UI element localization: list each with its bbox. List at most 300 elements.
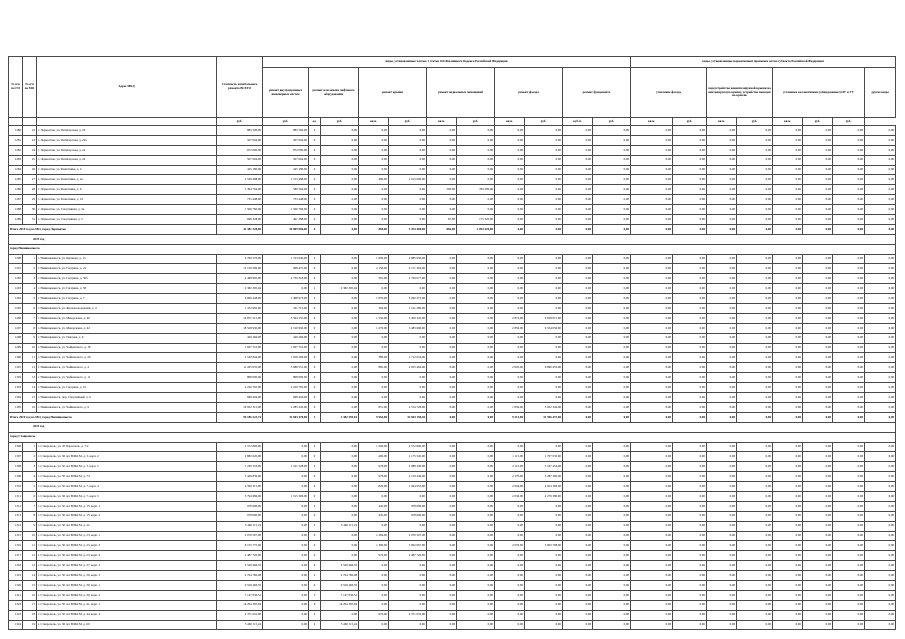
regional-cost: 0,00 xyxy=(631,294,673,304)
row-index-mo: 17 xyxy=(23,600,37,610)
basement-cost: 0,00 xyxy=(457,323,495,333)
roof-cost: 0,00 xyxy=(389,343,427,353)
regional-cost: 0,00 xyxy=(803,363,833,373)
regional-cost: 0,00 xyxy=(631,145,673,155)
regional-cost: 0,00 xyxy=(707,561,737,571)
regional-cost: 0,00 xyxy=(673,551,707,561)
basement-cost: 0,00 xyxy=(457,304,495,314)
regional-cost: 0,00 xyxy=(737,412,773,422)
row-index-mo: 11 xyxy=(23,541,37,551)
regional-cost: 0,00 xyxy=(833,165,865,175)
table-row xyxy=(9,491,896,501)
unit-cell: кв.м. xyxy=(359,118,389,126)
regional-cost: 0,00 xyxy=(737,205,773,215)
basement-area: 0,00 xyxy=(427,580,457,590)
foundation-volume: 0,00 xyxy=(563,135,593,145)
regional-cost: 0,00 xyxy=(833,531,865,541)
table-row xyxy=(9,205,896,215)
facade-cost: 0,00 xyxy=(525,373,563,383)
row-address: г. Ставрополь, ул. 50 лет ВЛКСМ, д. 39, корп. 3 xyxy=(37,571,217,581)
foundation-volume: 0,00 xyxy=(563,501,593,511)
lift-cost: 2 382 395,04 xyxy=(321,412,359,422)
regional-cost: 0,00 xyxy=(737,472,773,482)
row-index-total: 1298 xyxy=(9,333,23,343)
regional-cost: 0,00 xyxy=(631,551,673,561)
regional-cost: 0,00 xyxy=(707,353,737,363)
table-row xyxy=(9,442,896,452)
facade-cost: 0,00 xyxy=(525,620,563,630)
foundation-cost: 0,00 xyxy=(593,551,631,561)
lift-qty: 0 xyxy=(309,452,321,462)
lift-qty: 2 xyxy=(309,571,321,581)
lift-qty: 0 xyxy=(309,462,321,472)
roof-area: 1 284,00 xyxy=(359,531,389,541)
regional-cost: 0,00 xyxy=(707,323,737,333)
lift-qty: 2 xyxy=(309,620,321,630)
regional-cost: 0,00 xyxy=(803,590,833,600)
roof-cost: 0,00 xyxy=(389,185,427,195)
row-address: г. Невинномысск, ул. Гагарина, д. 56б xyxy=(37,274,217,284)
regional-cost: 0,00 xyxy=(803,620,833,630)
row-index-mo: 23 xyxy=(23,135,37,145)
regional-cost: 0,00 xyxy=(773,402,803,412)
foundation-volume: 0,00 xyxy=(563,373,593,383)
regional-cost: 0,00 xyxy=(865,501,896,511)
regional-cost: 0,00 xyxy=(707,264,737,274)
lift-qty: 0 xyxy=(309,135,321,145)
cost-eng: 733 448,00 xyxy=(263,195,309,205)
basement-cost: 0,00 xyxy=(457,205,495,215)
roof-cost: 2 070 507,00 xyxy=(389,531,427,541)
regional-cost: 0,00 xyxy=(673,561,707,571)
facade-cost: 0,00 xyxy=(525,590,563,600)
regional-cost: 0,00 xyxy=(833,155,865,165)
basement-cost: 0,00 xyxy=(457,442,495,452)
regional-cost: 0,00 xyxy=(631,452,673,462)
regional-cost: 0,00 xyxy=(737,491,773,501)
cost-eng: 2 285 245,00 xyxy=(263,402,309,412)
cost-eng: 968 475,00 xyxy=(263,264,309,274)
cost-total: 507 004,00 xyxy=(217,155,263,165)
roof-area: 0,00 xyxy=(359,135,389,145)
regional-cost: 0,00 xyxy=(865,610,896,620)
cost-eng: 580 504,00 xyxy=(263,185,309,195)
foundation-volume: 0,00 xyxy=(563,185,593,195)
roof-cost: 0,00 xyxy=(389,145,427,155)
regional-cost: 0,00 xyxy=(773,472,803,482)
facade-area: 0,00 xyxy=(495,205,525,215)
regional-cost: 0,00 xyxy=(707,571,737,581)
regional-cost: 0,00 xyxy=(865,333,896,343)
header-cost-total: Стоимость капитального ремонта ВСЕГО xyxy=(217,57,263,118)
basement-cost: 0,00 xyxy=(457,402,495,412)
regional-cost: 0,00 xyxy=(773,393,803,403)
cost-eng: 1 827 710,00 xyxy=(263,343,309,353)
row-index-mo: 13 xyxy=(23,373,37,383)
lift-cost: 0,00 xyxy=(321,393,359,403)
regional-cost: 0,00 xyxy=(631,363,673,373)
facade-area: 0,00 xyxy=(495,215,525,225)
cost-eng: 0,00 xyxy=(263,531,309,541)
table-row xyxy=(9,452,896,462)
roof-cost: 0,00 xyxy=(389,155,427,165)
cost-total: 2 371 632,00 xyxy=(217,610,263,620)
regional-cost: 0,00 xyxy=(803,304,833,314)
facade-cost: 0,00 xyxy=(525,215,563,225)
roof-area: 0,00 xyxy=(359,343,389,353)
regional-cost: 0,00 xyxy=(631,165,673,175)
table-row xyxy=(9,165,896,175)
roof-cost: 1 712 634,00 xyxy=(389,353,427,363)
lift-cost: 9 528 466,35 xyxy=(321,561,359,571)
table-row xyxy=(9,482,896,492)
cost-eng: 808 000,00 xyxy=(263,373,309,383)
foundation-cost: 0,00 xyxy=(593,304,631,314)
facade-area: 0,00 xyxy=(495,393,525,403)
table-row xyxy=(9,571,896,581)
basement-area: 0,00 xyxy=(427,323,457,333)
row-index-mo: 3 xyxy=(23,274,37,284)
regional-cost: 0,00 xyxy=(865,155,896,165)
regional-cost: 0,00 xyxy=(673,175,707,185)
facade-cost: 0,00 xyxy=(525,274,563,284)
row-index-mo: 8 xyxy=(23,323,37,333)
row-index-total: 1319 xyxy=(9,571,23,581)
roof-cost: 0,00 xyxy=(389,373,427,383)
lift-cost: 0,00 xyxy=(321,541,359,551)
year-label: 2019 год xyxy=(9,422,896,432)
basement-cost: 0,00 xyxy=(457,501,495,511)
roof-area: 1 270,00 xyxy=(359,323,389,333)
regional-cost: 0,00 xyxy=(773,501,803,511)
row-address: г. Ставрополь, ул. 50 лет ВЛКСМ, д. 15, корп. 2 xyxy=(37,511,217,521)
foundation-volume: 0,00 xyxy=(563,600,593,610)
lift-qty: 1 xyxy=(309,284,321,294)
regional-cost: 0,00 xyxy=(707,412,737,422)
row-address: г. Ставрополь, ул. 50 лет ВЛКСМ, д. 39, корп. 1 xyxy=(37,580,217,590)
facade-cost: 0,00 xyxy=(525,284,563,294)
regional-cost: 0,00 xyxy=(833,224,865,234)
regional-cost: 0,00 xyxy=(865,472,896,482)
facade-area: 0,00 xyxy=(495,195,525,205)
regional-cost: 0,00 xyxy=(631,482,673,492)
regional-cost: 0,00 xyxy=(673,353,707,363)
foundation-volume: 0,00 xyxy=(563,452,593,462)
cost-total: 1 506 760,00 xyxy=(217,205,263,215)
basement-area: 0,00 xyxy=(427,175,457,185)
regional-cost: 0,00 xyxy=(833,294,865,304)
regional-cost: 0,00 xyxy=(773,620,803,630)
cost-total: 5 794 686,00 xyxy=(217,491,263,501)
table-row xyxy=(9,185,896,195)
regional-cost: 0,00 xyxy=(803,205,833,215)
row-index-total: 1320 xyxy=(9,580,23,590)
lift-cost: 0,00 xyxy=(321,442,359,452)
unit-cell: кв.м. xyxy=(631,118,673,126)
row-index-mo: 2 xyxy=(23,452,37,462)
cost-eng: 0,00 xyxy=(263,482,309,492)
roof-cost: 5 200 275,00 xyxy=(389,294,427,304)
lift-cost: 14 294 395,04 xyxy=(321,600,359,610)
row-index-total: 1315 xyxy=(9,531,23,541)
roof-area: 0,00 xyxy=(359,155,389,165)
cost-total: 2 572 800,00 xyxy=(217,442,263,452)
year-label: 2019 год xyxy=(9,234,896,244)
regional-cost: 0,00 xyxy=(833,600,865,610)
foundation-cost: 0,00 xyxy=(593,205,631,215)
row-index-mo: 1 xyxy=(23,254,37,264)
lift-cost: 0,00 xyxy=(321,482,359,492)
regional-cost: 0,00 xyxy=(773,145,803,155)
regional-cost: 0,00 xyxy=(803,224,833,234)
regional-cost: 0,00 xyxy=(737,294,773,304)
roof-area: 392,00 xyxy=(359,304,389,314)
lift-cost: 0,00 xyxy=(321,373,359,383)
unit-cell: руб. xyxy=(263,118,309,126)
basement-area: 0,00 xyxy=(427,333,457,343)
cost-eng: 1 818 206,00 xyxy=(263,353,309,363)
cost-total: 16 871 515,00 xyxy=(217,313,263,323)
roof-area: 2 150,00 xyxy=(359,264,389,274)
regional-cost: 0,00 xyxy=(631,323,673,333)
cost-eng: 668 404,00 xyxy=(263,393,309,403)
row-index-total: 1312 xyxy=(9,501,23,511)
regional-cost: 0,00 xyxy=(803,393,833,403)
facade-cost: 0,00 xyxy=(525,155,563,165)
foundation-cost: 0,00 xyxy=(593,383,631,393)
regional-cost: 0,00 xyxy=(865,393,896,403)
regional-cost: 0,00 xyxy=(631,472,673,482)
regional-cost: 0,00 xyxy=(707,343,737,353)
roof-cost: 1 175 545,00 xyxy=(389,452,427,462)
row-index-mo: 7 xyxy=(23,313,37,323)
facade-cost: 0,00 xyxy=(525,205,563,215)
lift-qty: 0 xyxy=(309,482,321,492)
regional-cost: 0,00 xyxy=(707,126,737,136)
regional-cost: 0,00 xyxy=(673,135,707,145)
row-index-mo: 4 xyxy=(23,472,37,482)
row-index-mo: 1 xyxy=(23,442,37,452)
cost-total: 1 827 710,00 xyxy=(217,343,263,353)
cost-total: 9 529 466,35 xyxy=(217,580,263,590)
regional-cost: 0,00 xyxy=(833,333,865,343)
roof-cost: 3 474 400,00 xyxy=(389,224,427,234)
regional-cost: 0,00 xyxy=(833,215,865,225)
basement-cost: 0,00 xyxy=(457,284,495,294)
regional-cost: 0,00 xyxy=(631,590,673,600)
regional-cost: 0,00 xyxy=(773,442,803,452)
lift-qty: 4 xyxy=(309,580,321,590)
regional-cost: 0,00 xyxy=(773,541,803,551)
lift-qty: 1 xyxy=(309,412,321,422)
regional-cost: 0,00 xyxy=(737,343,773,353)
regional-cost: 0,00 xyxy=(833,126,865,136)
city-row xyxy=(9,244,896,254)
basement-cost: 0,00 xyxy=(457,511,495,521)
regional-cost: 0,00 xyxy=(673,304,707,314)
lift-qty: 0 xyxy=(309,274,321,284)
cost-total: 2 382 395,04 xyxy=(217,284,263,294)
cost-eng: 0,00 xyxy=(263,501,309,511)
roof-area: 885,00 xyxy=(359,363,389,373)
regional-cost: 0,00 xyxy=(631,541,673,551)
foundation-volume: 0,00 xyxy=(563,531,593,541)
regional-cost: 0,00 xyxy=(773,610,803,620)
regional-cost: 0,00 xyxy=(707,254,737,264)
regional-cost: 0,00 xyxy=(803,313,833,323)
cost-total: 507 004,00 xyxy=(217,135,263,145)
table-row xyxy=(9,462,896,472)
regional-cost: 0,00 xyxy=(865,541,896,551)
foundation-volume: 0,00 xyxy=(563,363,593,373)
regional-cost: 0,00 xyxy=(737,323,773,333)
row-address: г. Невинномысск, пер. Спортивный, д. 9 xyxy=(37,393,217,403)
regional-cost: 0,00 xyxy=(707,462,737,472)
row-index-total: 1294 xyxy=(9,294,23,304)
basement-cost: 0,00 xyxy=(457,521,495,531)
foundation-volume: 0,00 xyxy=(563,313,593,323)
regional-cost: 0,00 xyxy=(773,135,803,145)
regional-cost: 0,00 xyxy=(707,393,737,403)
cost-total: 99 186 223,74 xyxy=(217,412,263,422)
regional-cost: 0,00 xyxy=(631,373,673,383)
basement-area: 0,00 xyxy=(427,472,457,482)
regional-cost: 0,00 xyxy=(737,551,773,561)
table-row xyxy=(9,195,896,205)
facade-area: 2 030,00 xyxy=(495,491,525,501)
cost-total: 5 426 836,00 xyxy=(217,472,263,482)
roof-cost: 1 944 955,00 xyxy=(389,482,427,492)
lift-qty: 0 xyxy=(309,313,321,323)
regional-cost: 0,00 xyxy=(833,135,865,145)
cost-total: 18 528 930,00 xyxy=(217,323,263,333)
roof-cost: 2 572 800,00 xyxy=(389,442,427,452)
table-row xyxy=(9,501,896,511)
foundation-cost: 0,00 xyxy=(593,215,631,225)
lift-cost: 0,00 xyxy=(321,353,359,363)
regional-cost: 0,00 xyxy=(773,561,803,571)
basement-cost: 2 094 420,00 xyxy=(457,224,495,234)
roof-area: 0,00 xyxy=(359,571,389,581)
regional-cost: 0,00 xyxy=(865,274,896,284)
facade-area: 0,00 xyxy=(495,304,525,314)
basement-area: 0,00 xyxy=(427,561,457,571)
foundation-cost: 0,00 xyxy=(593,472,631,482)
cost-eng: 507 004,00 xyxy=(263,135,309,145)
row-index-total: 1299 xyxy=(9,343,23,353)
roof-cost: 2 371 632,00 xyxy=(389,610,427,620)
cost-eng: 331 715,00 xyxy=(263,304,309,314)
facade-cost: 0,00 xyxy=(525,501,563,511)
cost-eng: 0,00 xyxy=(263,511,309,521)
lift-cost: 0,00 xyxy=(321,274,359,284)
table-row xyxy=(9,264,896,274)
unit-cell: кв.м. xyxy=(773,118,803,126)
regional-cost: 0,00 xyxy=(773,205,803,215)
lift-cost: 0,00 xyxy=(321,363,359,373)
regional-cost: 0,00 xyxy=(673,610,707,620)
regional-cost: 0,00 xyxy=(773,126,803,136)
cost-total: 10 952 315,00 xyxy=(217,402,263,412)
roof-cost: 1 141 280,00 xyxy=(389,304,427,314)
city-row xyxy=(9,432,896,442)
basement-area: 0,00 xyxy=(427,135,457,145)
regional-cost: 0,00 xyxy=(631,175,673,185)
foundation-volume: 0,00 xyxy=(563,175,593,185)
lift-qty: 0 xyxy=(309,393,321,403)
cost-eng: 0,00 xyxy=(263,580,309,590)
total-row xyxy=(9,224,896,234)
regional-cost: 0,00 xyxy=(833,145,865,155)
row-index-mo: 7 xyxy=(23,501,37,511)
facade-cost: 0,00 xyxy=(525,531,563,541)
roof-area: 860,00 xyxy=(359,224,389,234)
table-row xyxy=(9,254,896,264)
roof-area: 1 200,00 xyxy=(359,442,389,452)
roof-cost: 0,00 xyxy=(389,383,427,393)
regional-cost: 0,00 xyxy=(865,304,896,314)
regional-cost: 0,00 xyxy=(833,393,865,403)
lift-cost: 0,00 xyxy=(321,126,359,136)
row-index-total: 1301 xyxy=(9,363,23,373)
regional-cost: 0,00 xyxy=(737,442,773,452)
facade-area: 0,00 xyxy=(495,511,525,521)
foundation-cost: 0,00 xyxy=(593,145,631,155)
foundation-volume: 0,00 xyxy=(563,284,593,294)
regional-cost: 0,00 xyxy=(737,264,773,274)
roof-area: 380,00 xyxy=(359,353,389,363)
regional-cost: 0,00 xyxy=(737,580,773,590)
regional-cost: 0,00 xyxy=(673,383,707,393)
header-roof: ремонт крыши xyxy=(359,68,427,118)
row-address: г. Лермонтов, ул. Решетника, д. 4 xyxy=(37,165,217,175)
basement-cost: 0,00 xyxy=(457,571,495,581)
basement-area: 0,00 xyxy=(427,284,457,294)
regional-cost: 0,00 xyxy=(707,185,737,195)
regional-cost: 0,00 xyxy=(803,412,833,422)
regional-cost: 0,00 xyxy=(707,452,737,462)
cost-eng: 425 180,00 xyxy=(263,165,309,175)
lift-cost: 0,00 xyxy=(321,462,359,472)
row-index-mo: 10 xyxy=(23,531,37,541)
regional-cost: 0,00 xyxy=(737,462,773,472)
facade-area: 9 213,00 xyxy=(495,412,525,422)
roof-cost: 2 487 720,00 xyxy=(389,551,427,561)
row-address: г. Невинномысск, ул. Гагарина, д. 10 xyxy=(37,383,217,393)
regional-cost: 0,00 xyxy=(833,402,865,412)
regional-cost: 0,00 xyxy=(673,402,707,412)
foundation-cost: 0,00 xyxy=(593,284,631,294)
foundation-volume: 0,00 xyxy=(563,155,593,165)
cost-total: 668 328,00 xyxy=(217,215,263,225)
cost-eng: 32 603 478,00 xyxy=(263,412,309,422)
regional-cost: 0,00 xyxy=(707,521,737,531)
lift-qty: 2 xyxy=(309,521,321,531)
lift-cost: 0,00 xyxy=(321,323,359,333)
lift-cost: 0,00 xyxy=(321,501,359,511)
facade-area: 2 850,00 xyxy=(495,323,525,333)
units-spacer xyxy=(9,118,23,126)
cost-total: 2 220 765,00 xyxy=(217,383,263,393)
regional-cost: 0,00 xyxy=(803,383,833,393)
roof-area: 581,00 xyxy=(359,274,389,284)
regional-cost: 0,00 xyxy=(737,531,773,541)
row-index-total: 1283 xyxy=(9,155,23,165)
units-row xyxy=(9,118,896,126)
year-row xyxy=(9,234,896,244)
row-address: г. Невинномысск, ул. Гагарина, д. 7 xyxy=(37,294,217,304)
foundation-cost: 0,00 xyxy=(593,571,631,581)
